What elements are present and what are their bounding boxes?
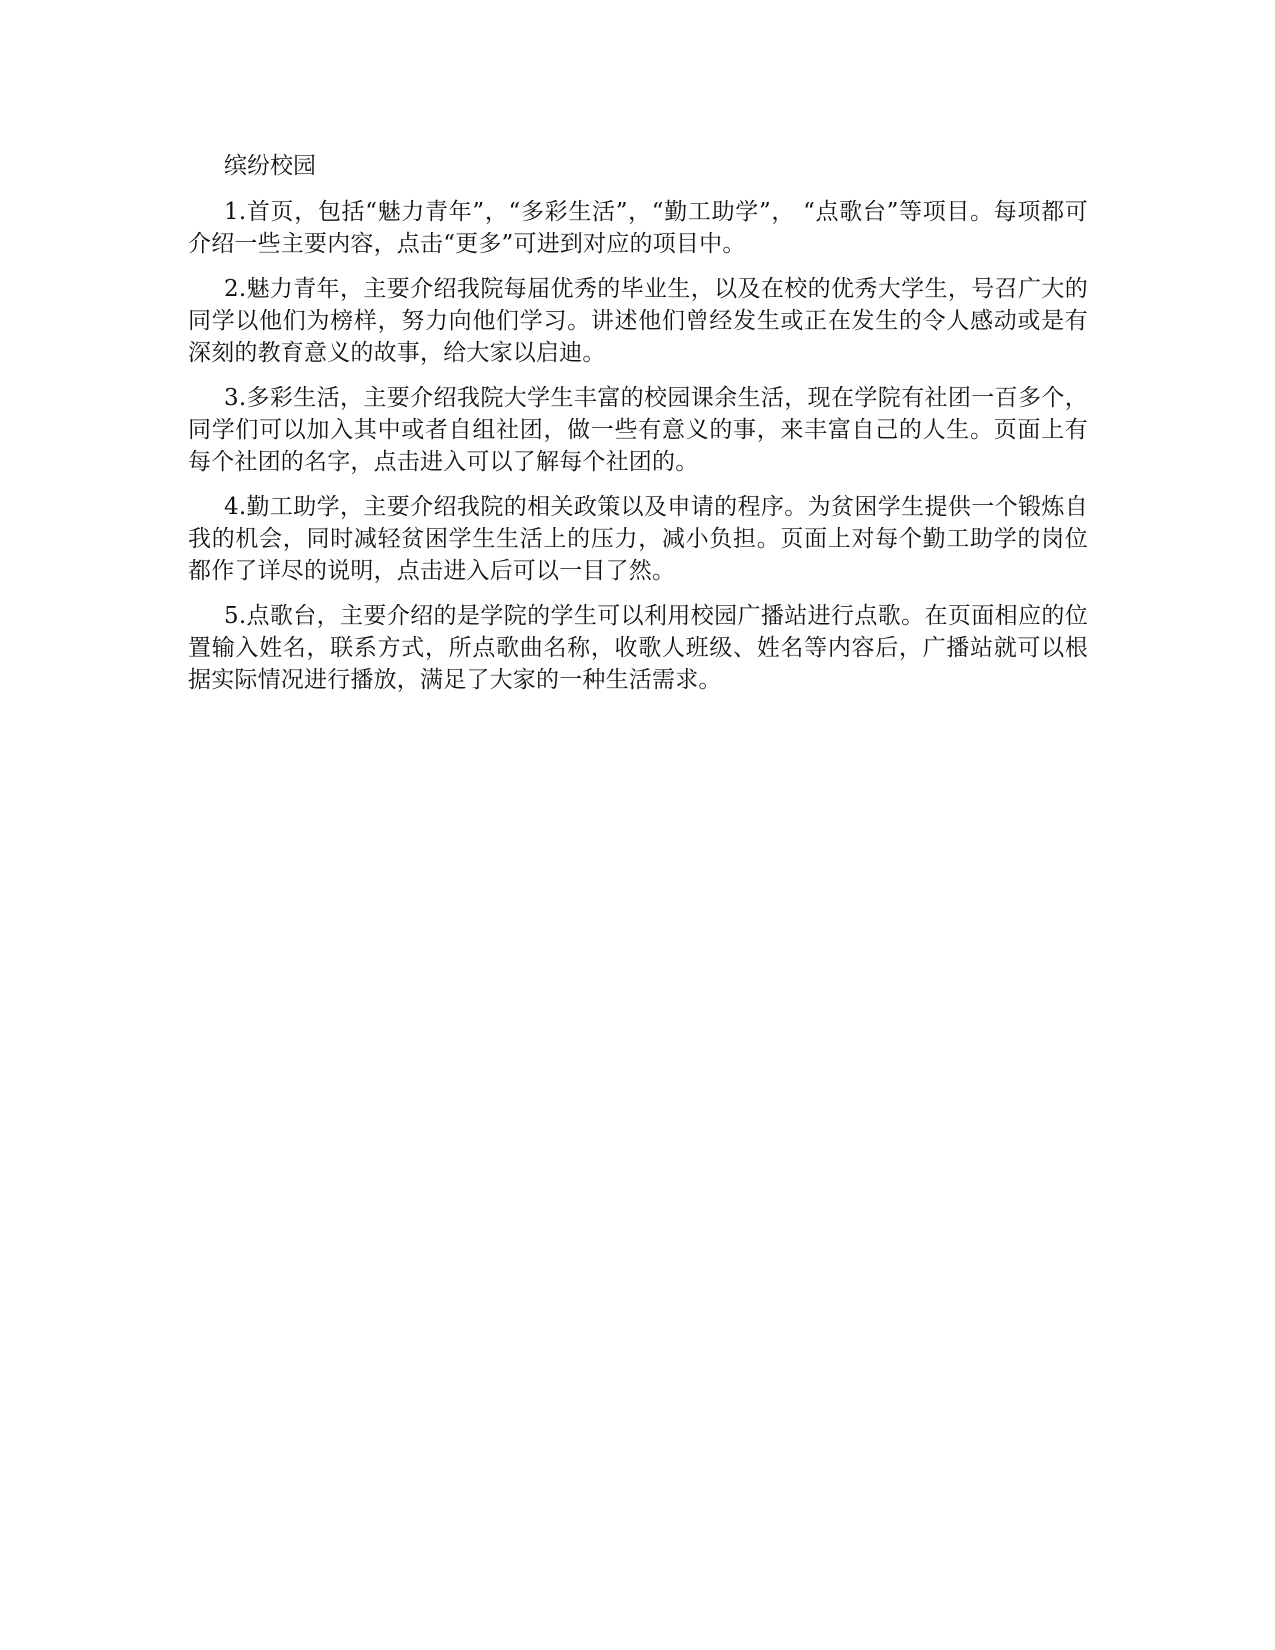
paragraph-homepage: 1.首页，包括“魅力青年”，“多彩生活”，“勤工助学”， “点歌台”等项目。每项都可介绍一些主要内容，点击“更多”可进到对应的项目中。	[188, 199, 1088, 257]
document-title: 缤纷校园	[224, 153, 316, 179]
paragraph-charm-youth: 2.魅力青年，主要介绍我院每届优秀的毕业生，以及在校的优秀大学生，号召广大的同学以他们为榜样，努力向他们学习。讲述他们曾经发生或正在发生的令人感动或是有深刻的教育意义的故事，给大家以启迪。	[188, 276, 1088, 366]
paragraph-song-request: 5.点歌台，主要介绍的是学院的学生可以利用校园广播站进行点歌。在页面相应的位置输入姓名，联系方式，所点歌曲名称，收歌人班级、姓名等内容后，广播站就可以根据实际情况进行播放，满足了大家的一种生活需求。	[188, 603, 1088, 693]
paragraph-colorful-life: 3.多彩生活，主要介绍我院大学生丰富的校园课余生活，现在学院有社团一百多个，同学们可以加入其中或者自组社团，做一些有意义的事，来丰富自己的人生。页面上有每个社团的名字，点击进入可以了解每个社团的。	[188, 385, 1088, 475]
document-page	[188, 150, 1088, 709]
paragraph-work-study: 4.勤工助学，主要介绍我院的相关政策以及申请的程序。为贫困学生提供一个锻炼自我的机会，同时减轻贫困学生生活上的压力，减小负担。页面上对每个勤工助学的岗位都作了详尽的说明，点击进入后可以一目了然。	[188, 494, 1088, 584]
